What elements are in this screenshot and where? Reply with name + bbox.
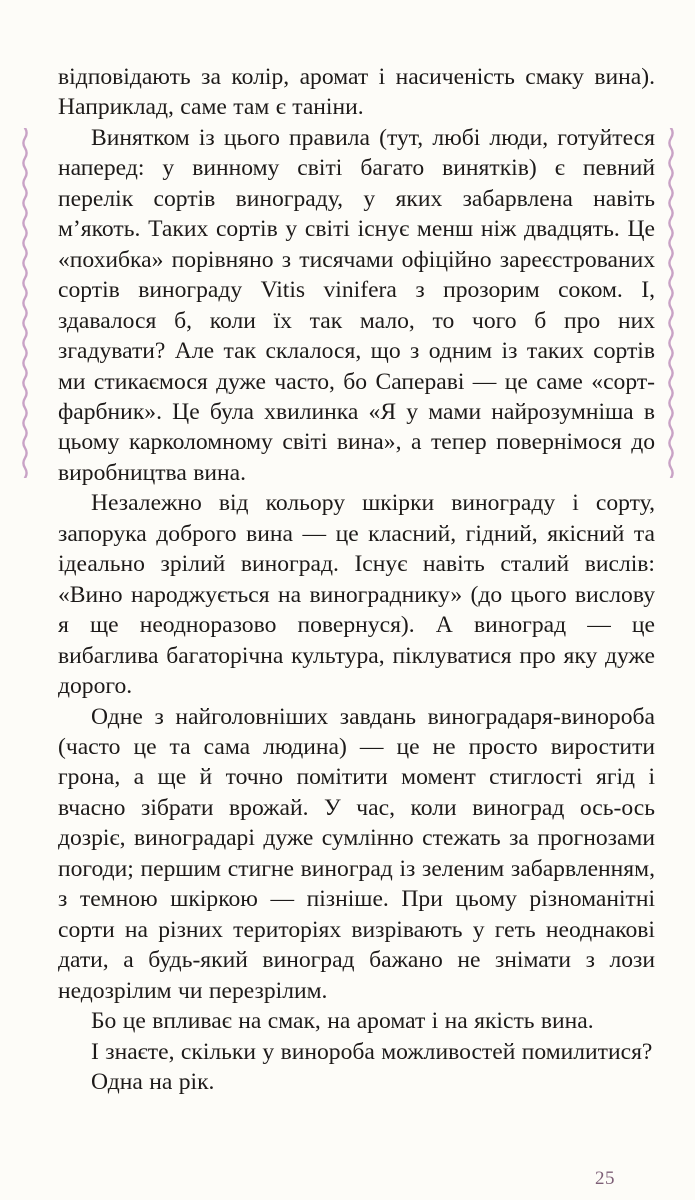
page-body-text [58, 62, 655, 1097]
paragraph-answer: Одна на рік. [91, 1068, 215, 1095]
paragraph-coloured-pulp-exception: Винятком із цього правила (тут, любі люди, готуйтеся наперед: у винному світі багато винятків) є певний перелік сортів винограду, у яких забарвлена навіть м’якоть. Таких сортів у світі існує менш ніж двадцять. Це «похибка» порівняно з тисячами офіційно зареєстрованих сортів винограду Vitis vinifera з прозорим соком. І, здавалося б, коли їх так мало, то чого б про них згадувати? Але так склалося, що з одним із таких сортів ми стикаємося дуже часто, бо Сапераві — це саме «сорт-фарбник». Це була хвилинка «Я у мами найрозумніша в цьому карколомному світі вина», а тепер повернімося до виробництва вина. [58, 124, 655, 486]
paragraph-question: І знаєте, скільки у винороба можливостей помилитися? [91, 1038, 653, 1065]
right-wavy-margin-ornament [664, 128, 678, 478]
paragraph-good-grapes: Незалежно від кольору шкірки винограду і сорту, запорука доброго вина — це класний, гідний, якісний та ідеально зрілий виноград. Існує навіть сталий вислів: «Вино народжується на винограднику» (до цього вислову я ще неодноразово повернуся). А виноград — це вибаглива багаторічна культура, піклуватися про яку дуже дорого. [58, 490, 655, 700]
paragraph-continuation: відповідають за колір, аромат і насиченість смаку вина). Наприклад, саме там є таніни. [58, 64, 655, 121]
page-number: 25 [595, 1168, 615, 1189]
paragraph-taste-aroma-quality: Бо це впливає на смак, на аромат і на якість вина. [91, 1008, 594, 1035]
left-wavy-margin-ornament [18, 128, 32, 478]
paragraph-harvest-timing: Одне з найголовніших завдань виноградаря-винороба (часто це та сама людина) — це не просто виростити грона, а ще й точно помітити момент стиглості ягід і вчасно зібрати врожай. У час, коли виноград ось-ось дозріє, виноградарі дуже сумлінно стежать за прогнозами погоди; першим стигне виноград із зеленим забарвленням, з темною шкіркою — пізніше. При цьому різноманітні сорти на різних територіях визрівають у геть неоднакові дати, а будь-який виноград бажано не знімати з лози недозрілим чи перезрілим. [58, 703, 655, 1004]
